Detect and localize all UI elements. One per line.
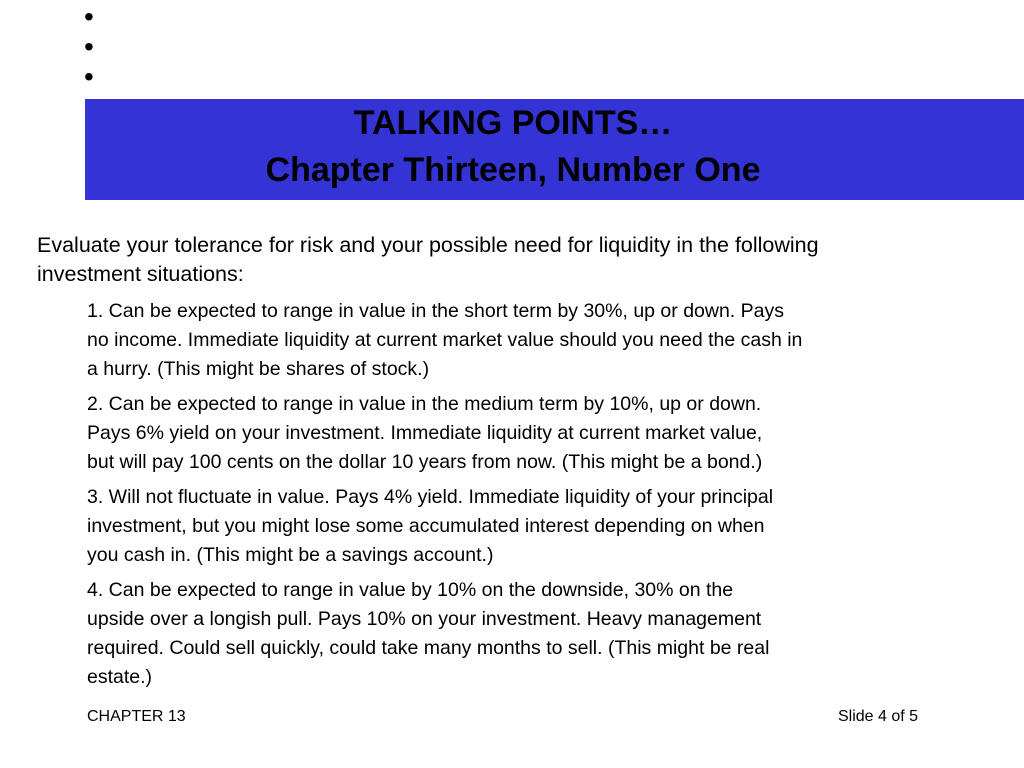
investment-situations-list [87, 297, 947, 698]
list-item-line: 3. Will not fluctuate in value. Pays 4% yield. Immediate liquidity of your principal [87, 486, 774, 508]
slide-title: TALKING POINTS… [353, 104, 673, 142]
list-item-line: you cash in. (This might be a savings account.) [87, 544, 494, 566]
list-item-line: Pays 6% yield on your investment. Immediate liquidity at current market value, [87, 422, 763, 444]
list-item [87, 390, 947, 477]
list-item-line: upside over a longish pull. Pays 10% on your investment. Heavy management [87, 608, 762, 630]
list-item [87, 297, 947, 384]
bullet-dot: • [84, 61, 94, 92]
list-item-line: estate.) [87, 666, 153, 688]
list-item-line: 4. Can be expected to range in value by 10% on the downside, 30% on the [87, 579, 734, 601]
intro-line: Evaluate your tolerance for risk and your possible need for liquidity in the following [37, 233, 819, 257]
list-item [87, 576, 947, 692]
list-item-line: required. Could sell quickly, could take many months to sell. (This might be real [87, 637, 770, 659]
list-item-line: a hurry. (This might be shares of stock.) [87, 358, 430, 380]
footer-chapter-label: CHAPTER 13 [87, 708, 186, 725]
slide-subtitle: Chapter Thirteen, Number One [265, 151, 761, 189]
list-item-line: 2. Can be expected to range in value in the medium term by 10%, up or down. [87, 393, 762, 415]
bullet-dot: • [84, 31, 94, 62]
list-item-line: no income. Immediate liquidity at current market value should you need the cash in [87, 329, 803, 351]
footer-slide-number: Slide 4 of 5 [838, 708, 919, 725]
list-item-line: 1. Can be expected to range in value in the short term by 30%, up or down. Pays [87, 300, 784, 322]
list-item [87, 483, 947, 570]
list-item-line: but will pay 100 cents on the dollar 10 years from now. (This might be a bond.) [87, 451, 763, 473]
intro-line: investment situations: [37, 262, 244, 286]
intro-paragraph [37, 231, 987, 289]
list-item-line: investment, but you might lose some accumulated interest depending on when [87, 515, 765, 537]
title-banner [85, 99, 1024, 200]
bullet-dot: • [84, 1, 94, 32]
